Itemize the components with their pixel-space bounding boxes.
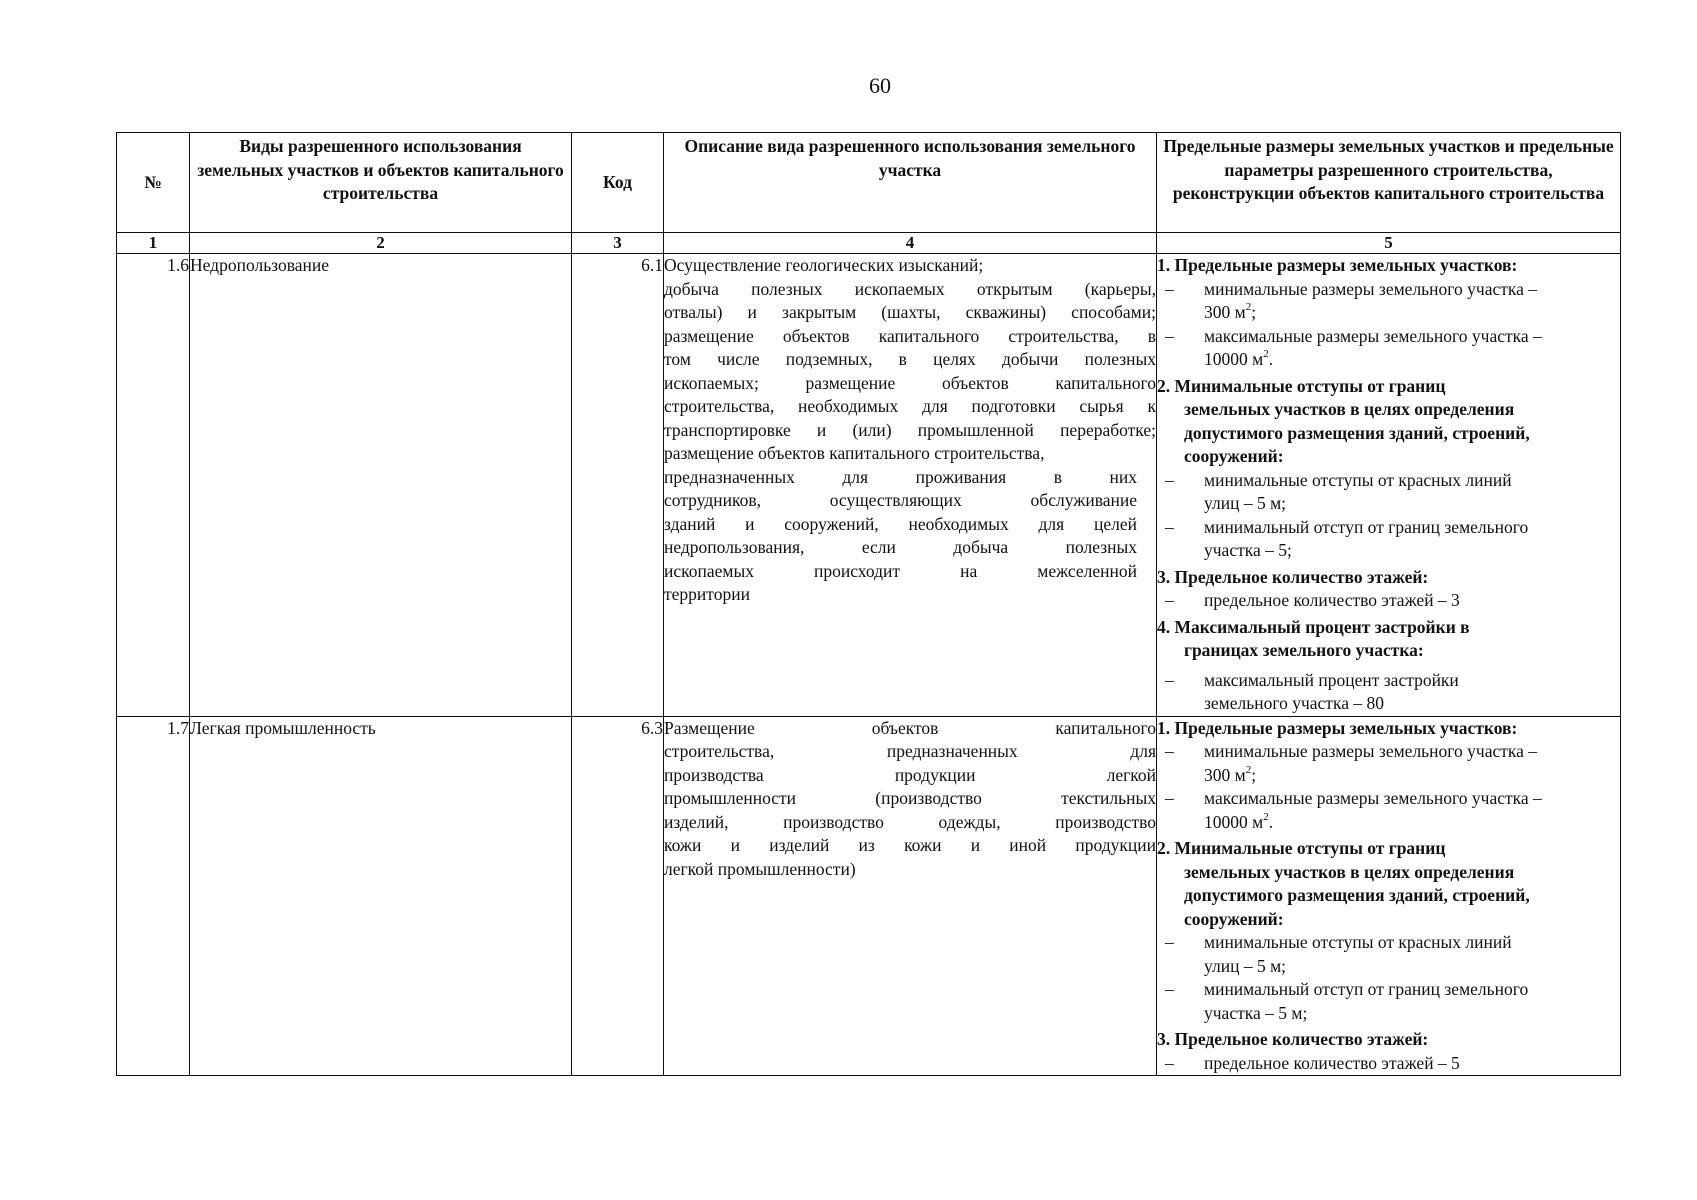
param-heading: 1. Предельные размеры земельных участков: [1157, 255, 1518, 275]
param-item [1157, 787, 1620, 834]
param-heading-line: 2. Минимальные отступы от границ [1157, 375, 1446, 396]
use-description [664, 716, 1157, 1076]
param-item [1157, 669, 1620, 716]
param-heading-line: границах земельного участка: [1184, 640, 1424, 660]
land-use-table [116, 132, 1621, 1076]
param-item [1157, 740, 1620, 787]
param-item [1157, 325, 1620, 372]
param-heading [1157, 616, 1620, 663]
use-description [664, 254, 1157, 717]
superscript: 2 [1245, 301, 1252, 314]
param-text: минимальные размеры земельного участка – [1204, 741, 1538, 761]
param-text: минимальные размеры земельного участка – [1204, 278, 1538, 299]
dash-bullet: – [1165, 669, 1174, 690]
param-heading-line: допустимого размещения зданий, строений, [1184, 885, 1530, 905]
param-text: ; [1251, 302, 1257, 322]
use-code: 6.3 [572, 716, 664, 1076]
param-heading: 3. Предельное количество этажей: [1157, 566, 1429, 587]
param-text: 300 м [1204, 764, 1246, 785]
description-line: ископаемых происходит на межселенной [664, 560, 1137, 581]
col-header-kind: Виды разрешенного использования земельных участков и объектов капитального строительства [190, 133, 572, 233]
dash-bullet: – [1165, 469, 1174, 490]
use-parameters [1157, 716, 1621, 1076]
param-item [1157, 931, 1620, 978]
param-heading-line: сооружений: [1184, 908, 1284, 929]
description-line: легкой промышленности) [664, 858, 856, 879]
param-text: максимальные размеры земельного участка – [1204, 325, 1542, 346]
param-text: . [1268, 811, 1274, 832]
dash-bullet: – [1165, 325, 1174, 346]
description-line: том числе подземных, в целях добычи полезных [664, 349, 1156, 369]
col-header-code: Код [572, 133, 664, 233]
param-heading-line: сооружений: [1184, 446, 1284, 466]
param-heading-line: 4. Максимальный процент застройки в [1157, 616, 1470, 637]
use-kind: Недропользование [190, 254, 572, 717]
row-number: 1.7 [117, 716, 190, 1076]
col-header-no: № [117, 133, 190, 233]
description-line: размещение объектов капитального строительства, в [664, 325, 1156, 346]
description-line: Осуществление геологических изысканий; [664, 255, 984, 275]
param-item [1157, 1052, 1620, 1076]
dash-bullet: – [1165, 932, 1174, 952]
param-text: земельного участка – 80 [1204, 693, 1384, 713]
param-item [1157, 978, 1620, 1025]
page-number: 60 [869, 73, 891, 98]
param-text: предельное количество этажей – 3 [1204, 590, 1460, 610]
col-number: 1 [117, 233, 190, 254]
param-text: 10000 м [1204, 349, 1264, 369]
description-line: кожи и изделий из кожи и иной продукции [664, 835, 1156, 855]
param-heading [1157, 375, 1620, 469]
param-text: предельное количество этажей – 5 [1204, 1052, 1460, 1073]
param-text: минимальный отступ от границ земельного [1204, 979, 1529, 999]
col-number: 3 [572, 233, 664, 254]
param-text: участка – 5 м; [1204, 1002, 1308, 1023]
param-text: максимальный процент застройки [1204, 669, 1459, 690]
dash-bullet: – [1165, 278, 1174, 299]
param-heading-line: допустимого размещения зданий, строений, [1184, 422, 1530, 443]
col-header-params: Предельные размеры земельных участков и предельные параметры разрешенного строительства, реконструкции объектов капитального строительства [1157, 133, 1621, 233]
description-line: территории [664, 584, 750, 604]
param-text: . [1268, 349, 1274, 369]
description-line: изделий, производство одежды, производство [664, 811, 1156, 832]
param-heading [1157, 837, 1620, 931]
description-line: зданий и сооружений, необходимых для целей [664, 513, 1137, 534]
param-heading-line: земельных участков в целях определения [1184, 861, 1515, 882]
description-line: транспортировке и (или) промышленной переработке; [664, 419, 1156, 440]
param-text: 10000 м [1204, 811, 1264, 832]
param-text: минимальные отступы от красных линий [1204, 469, 1512, 490]
param-text: участка – 5; [1204, 540, 1292, 560]
param-heading-line: 2. Минимальные отступы от границ [1157, 838, 1446, 858]
col-number: 4 [664, 233, 1157, 254]
dash-bullet: – [1165, 590, 1174, 610]
row-number: 1.6 [117, 254, 190, 717]
superscript: 2 [1263, 348, 1269, 361]
param-heading-line: земельных участков в целях определения [1184, 399, 1515, 419]
use-parameters [1157, 254, 1621, 717]
param-item [1157, 589, 1620, 613]
col-header-description: Описание вида разрешенного использования земельного участка [664, 133, 1157, 233]
description-line: предназначенных для проживания в них [664, 466, 1137, 487]
col-number: 5 [1157, 233, 1621, 254]
param-text: 300 м [1204, 302, 1246, 322]
param-text: улиц – 5 м; [1204, 955, 1287, 976]
dash-bullet: – [1165, 741, 1174, 761]
dash-bullet: – [1165, 979, 1174, 999]
param-text: максимальные размеры земельного участка – [1204, 788, 1542, 808]
dash-bullet: – [1165, 1052, 1174, 1073]
description-line: Размещение объектов капитального [664, 717, 1156, 738]
col-number: 2 [190, 233, 572, 254]
description-line: ископаемых; размещение объектов капитального [664, 372, 1156, 393]
description-line: отвалы) и закрытым (шахты, скважины) способами; [664, 302, 1156, 322]
superscript: 2 [1263, 810, 1269, 823]
table-row [117, 716, 1621, 1076]
description-line: производства продукции легкой [664, 764, 1156, 785]
param-heading: 1. Предельные размеры земельных участков: [1157, 717, 1518, 738]
use-kind: Легкая промышленность [190, 716, 572, 1076]
description-line: промышленности (производство текстильных [664, 788, 1156, 808]
dash-bullet: – [1165, 788, 1174, 808]
param-heading: 3. Предельное количество этажей: [1157, 1029, 1429, 1049]
description-line: сотрудников, осуществляющих обслуживание [664, 490, 1137, 510]
description-line: размещение объектов капитального строительства, [664, 443, 1045, 463]
superscript: 2 [1245, 763, 1252, 776]
dash-bullet: – [1165, 516, 1174, 537]
description-line: строительства, необходимых для подготовки сырья к [664, 396, 1156, 416]
description-line: недропользования, если добыча полезных [664, 537, 1137, 557]
param-item [1157, 516, 1620, 563]
description-line: добыча полезных ископаемых открытым (карьеры, [664, 278, 1156, 299]
param-text: минимальные отступы от красных линий [1204, 932, 1512, 952]
table-row [117, 254, 1621, 717]
param-item [1157, 278, 1620, 325]
description-line: строительства, предназначенных для [664, 741, 1156, 761]
param-text: ; [1251, 764, 1257, 785]
param-text: минимальный отступ от границ земельного [1204, 516, 1529, 537]
header-row [117, 133, 1621, 233]
use-code: 6.1 [572, 254, 664, 717]
column-number-row [117, 233, 1621, 254]
param-item [1157, 469, 1620, 516]
param-text: улиц – 5 м; [1204, 493, 1287, 513]
